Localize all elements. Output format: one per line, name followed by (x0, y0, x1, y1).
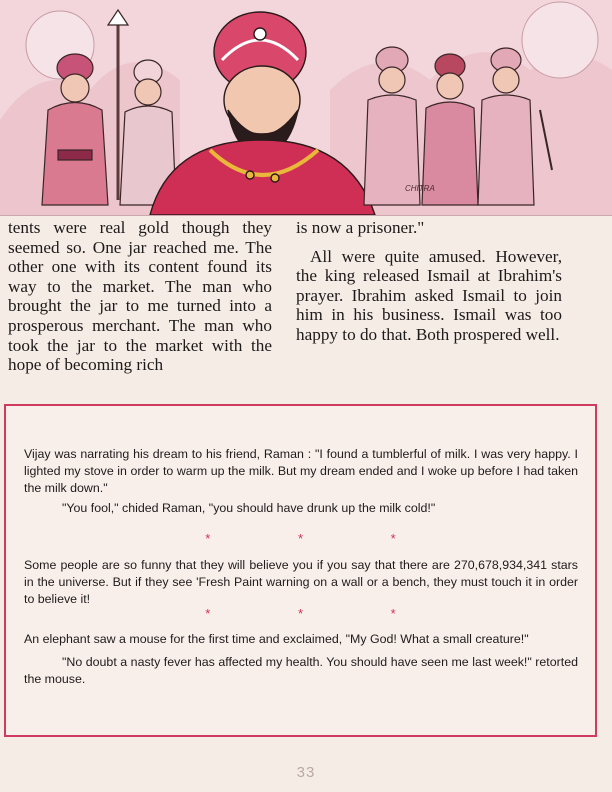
story-right-column (296, 218, 562, 345)
jokes-box (4, 404, 597, 737)
court-scene-drawing (0, 0, 612, 215)
story-text-left: tents were real gold though they seemed so. One jar reached me. The other one with its content found its way to the market. The man who brought the jar to me turned into a prosperous merchant. The man who took the jar to the market with the hope of becoming rich (8, 218, 272, 375)
story-illustration (0, 0, 612, 216)
joke-fresh-paint (24, 557, 578, 607)
star-divider-1: * * * (205, 531, 438, 546)
joke3-para2: "No doubt a nasty fever has affected my health. You should have seen me last week!" retorted the mouse. (24, 654, 578, 686)
joke-vijay-raman (24, 446, 578, 517)
joke1-para2: "You fool," chided Raman, "you should have drunk up the milk cold!" (62, 501, 436, 516)
story-text-right-line1: is now a prisoner." (296, 218, 425, 237)
joke1-para1: Vijay was narrating his dream to his friend, Raman : "I found a tumblerful of milk. I was very happy. I lighted my stove in order to warm up the milk. But my dream ended and I woke up before I had taken the milk down." (24, 447, 578, 495)
joke-elephant-mouse (24, 631, 578, 687)
star-divider-2: * * * (205, 606, 438, 621)
story-left-column (8, 218, 272, 375)
story-text-right-para2: All were quite amused. However, the king released Ismail at Ibrahim's prayer. Ibrahim asked Ismail to join him in his business. Ismail was too happy to do that. Both prospered well. (296, 246, 562, 344)
joke2-text: Some people are so funny that they will believe you if you say that there are 270,678,934,341 stars in the universe. But if they see 'Fresh Paint warning on a wall or a bench, they must touch it in order to believe it! (24, 558, 578, 606)
joke3-para1: An elephant saw a mouse for the first time and exclaimed, "My God! What a small creature!" (24, 632, 529, 646)
page-number: 33 (296, 764, 316, 781)
artist-signature: CHITRA (405, 184, 435, 193)
